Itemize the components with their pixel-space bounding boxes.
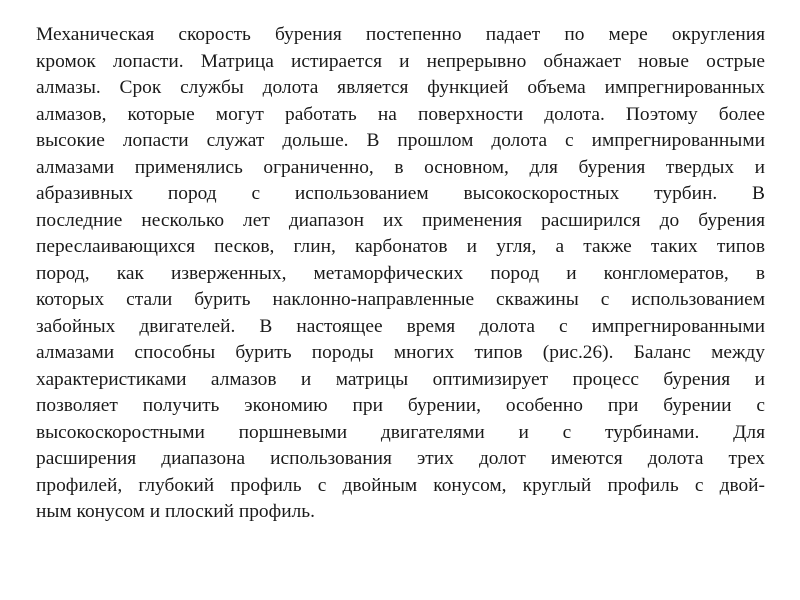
text-line: характеристиками алмазов и матрицы оптимизирует процесс бурения и (36, 368, 765, 390)
text-line: алмазами способны бурить породы многих типов (рис.26). Баланс между (36, 342, 765, 363)
text-line: высокие лопасти служат дольше. В прошлом долота с импрегнированными (36, 130, 765, 151)
text-line: профилей, глубокий профиль с двойным конусом, круглый профиль с двой- (36, 474, 765, 496)
text-line: позволяет получить экономию при бурении, особенно при бурении с (36, 395, 765, 416)
text-line: алмазов, которые могут работать на поверхности долота. Поэтому более (36, 103, 765, 125)
text-line: абразивных пород с использованием высокоскоростных турбин. В (36, 183, 765, 204)
text-line: которых стали бурить наклонно-направленные скважины с использованием (36, 289, 765, 310)
text-line: алмазами применялись ограниченно, в основном, для бурения твердых и (36, 156, 765, 178)
text-line: кромок лопасти. Матрица истирается и непрерывно обнажает новые острые (36, 50, 765, 72)
text-line: высокоскоростными поршневыми двигателями и с турбинами. Для (36, 421, 765, 443)
text-line: расширения диапазона использования этих долот имеются долота трех (36, 448, 765, 469)
text-line: переслаивающихся песков, глин, карбонатов и угля, а также таких типов (36, 236, 765, 257)
text-line: ным конусом и плоский профиль. (36, 501, 315, 522)
text-line: Механическая скорость бурения постепенно падает по мере округления (36, 24, 765, 45)
text-line: алмазы. Срок службы долота является функцией объема импрегнированных (36, 77, 765, 98)
text-line: пород, как изверженных, метаморфических пород и конгломератов, в (36, 262, 765, 284)
text-line: забойных двигателей. В настоящее время долота с импрегнированными (36, 315, 765, 337)
text-line: последние несколько лет диапазон их применения расширился до бурения (36, 209, 765, 231)
body-paragraph (36, 22, 765, 526)
